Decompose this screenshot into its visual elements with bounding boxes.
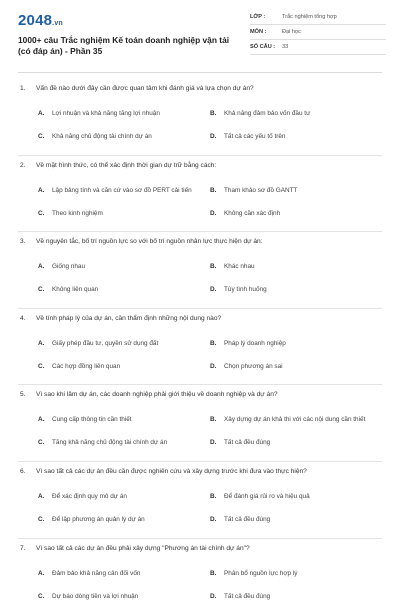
option-a[interactable] [38,569,206,578]
question-number: 5. [20,391,26,399]
option-text: Để lập phương án quản lý dự án [52,515,145,523]
option-letter: C. [38,133,45,140]
question-item [18,462,382,539]
question-item [18,156,382,233]
option-c[interactable] [38,132,206,141]
question-header [18,391,382,398]
option-letter: A. [38,110,45,117]
option-letter: D. [210,209,217,217]
option-text: Cung cấp thông tin cần thiết [52,416,132,424]
option-text: Pháp lý doanh nghiệp [224,339,286,347]
question-text: Vì sao khi lâm dự án, các doanh nghiệp phải giới thiệu về doanh nghiệp và dự án? [36,391,278,399]
option-a[interactable] [38,492,206,501]
info-label: SỐ CÂU : [250,44,276,50]
option-letter: A. [38,339,45,347]
option-letter: A. [38,186,45,194]
question-header [18,238,382,245]
option-d[interactable] [210,285,378,294]
option-letter: B. [210,492,217,500]
question-item [18,232,382,309]
question-header [18,162,382,169]
option-letter: D. [210,362,217,370]
option-c[interactable] [38,362,206,371]
option-b[interactable] [210,109,378,118]
option-b[interactable] [210,339,378,348]
option-c[interactable] [38,438,206,447]
info-value: Trắc nghiệm tổng hợp [282,14,337,20]
option-text: Tùy tình huống [224,286,267,294]
info-row-class [250,10,386,25]
question-list [0,79,400,600]
option-text: Tất cả các yếu tố trên [224,133,286,140]
option-letter: B. [210,263,217,271]
option-letter: C. [38,439,45,447]
question-number: 3. [20,238,26,246]
option-letter: D. [210,515,217,523]
option-d[interactable] [210,592,378,600]
option-c[interactable] [38,285,206,294]
option-text: Các hợp đồng liên quan [52,362,121,370]
option-letter: A. [38,416,45,424]
option-text: Tất cả đều đúng [224,439,271,447]
question-item [18,79,382,156]
option-d[interactable] [210,132,378,141]
info-label: MÔN : [250,29,267,35]
site-logo[interactable] [18,12,63,29]
option-a[interactable] [38,109,206,118]
option-letter: B. [210,339,217,347]
option-letter: C. [38,592,45,600]
option-d[interactable] [210,438,378,447]
question-text: Vấn đề nào dưới đây cần được quan tâm khi đánh giá và lựa chọn dự án? [36,85,254,92]
page-header [0,0,400,74]
header-divider [18,72,382,73]
question-text: Vì sao tất cả các dự án đều phải xây dựng "Phương án tài chính dự án"? [36,544,250,552]
option-letter: B. [210,569,217,577]
question-number: 6. [20,467,26,475]
option-text: Giấy phép đầu tư, quyền sử dụng đất [52,339,159,347]
info-row-count [250,40,386,55]
option-letter: C. [38,362,45,370]
option-text: Tất cả đều đúng [224,515,271,523]
info-value: Đại học [282,29,301,35]
question-item [18,309,382,386]
option-letter: C. [38,286,45,294]
option-letter: A. [38,569,45,577]
option-letter: A. [38,263,45,271]
option-d[interactable] [210,209,378,218]
option-c[interactable] [38,515,206,524]
option-c[interactable] [38,592,206,600]
option-text: Theo kinh nghiệm [52,209,103,217]
option-c[interactable] [38,209,206,218]
document-title: 1000+ câu Trắc nghiệm Kế toán doanh nghiệp vận tải (có đáp án) - Phần 35 [18,35,230,56]
option-letter: D. [210,439,217,447]
logo-main: 2048 [18,12,53,29]
option-b[interactable] [210,415,378,424]
question-item [18,539,382,600]
info-label: LỚP : [250,14,266,20]
option-text: Lợi nhuận và khả năng tăng lợi nhuận [52,110,160,117]
option-text: Lập bảng tính và căn cứ vào sơ đồ PERT cải tiến [52,186,192,194]
option-letter: C. [38,209,45,217]
option-a[interactable] [38,186,206,195]
info-value: 33 [282,44,289,50]
option-text: Phân bổ nguồn lực hợp lý [224,569,298,577]
option-a[interactable] [38,262,206,271]
option-text: Không cần xác định [224,209,281,217]
option-d[interactable] [210,362,378,371]
option-text: Khả năng đảm bảo vốn đầu tư [224,110,311,117]
option-text: Xây dựng dự án khả thi với các nội dung cần thiết [224,416,366,424]
option-letter: B. [210,110,217,117]
option-letter: C. [38,515,45,523]
option-letter: B. [210,186,217,194]
option-text: Khác nhau [224,263,255,271]
info-table [250,10,386,55]
question-text: Về mặt hình thức, có thể xác định thời gian dự trữ bằng cách: [36,161,217,169]
option-text: Để xác định quy mô dự án [52,492,127,500]
option-text: Đảm bảo khả năng cân đối vốn [52,569,141,577]
option-text: Chọn phương án sai [224,362,283,370]
option-letter: D. [210,133,217,140]
option-b[interactable] [210,569,378,578]
option-text: Tham khảo sơ đồ GANTT [224,186,298,194]
option-a[interactable] [38,415,206,424]
question-text: Về tính pháp lý của dự án, cần thẩm định những nội dung nào? [36,314,222,322]
option-b[interactable] [210,492,378,501]
question-item [18,385,382,462]
option-letter: D. [210,286,217,294]
option-text: Không liên quan [52,286,99,294]
option-b[interactable] [210,262,378,271]
option-a[interactable] [38,339,206,348]
question-number: 4. [20,314,26,322]
question-header [18,85,382,92]
option-b[interactable] [210,186,378,195]
option-text: Giống nhau [52,263,86,271]
question-text: Vì sao tất cả các dự án đều cần được nghiên cứu và xây dựng trước khi đưa vào thực hiện? [36,467,307,475]
question-number: 7. [20,544,26,552]
option-letter: A. [38,492,45,500]
question-header [18,545,382,552]
question-number: 1. [20,85,26,92]
option-text: Tăng khả năng chủ động tài chính dự án [52,439,168,447]
logo-tld: .vn [52,20,63,27]
question-header [18,468,382,475]
option-letter: B. [210,416,217,424]
option-text: Dự báo dòng tiền và lợi nhuận [52,592,139,600]
option-d[interactable] [210,515,378,524]
info-row-subject [250,25,386,40]
question-text: Về nguyên tắc, bố trí nguồn lực so với bố trí nguồn nhân lực thực hiện dự án: [36,238,263,246]
question-header [18,315,382,322]
question-number: 2. [20,161,26,169]
option-text: Khả năng chủ động tài chính dự án [52,133,152,140]
option-text: Để đánh giá rủi ro và hiệu quả [224,492,310,500]
option-text: Tất cả đều đúng [224,592,271,600]
option-letter: D. [210,592,217,600]
